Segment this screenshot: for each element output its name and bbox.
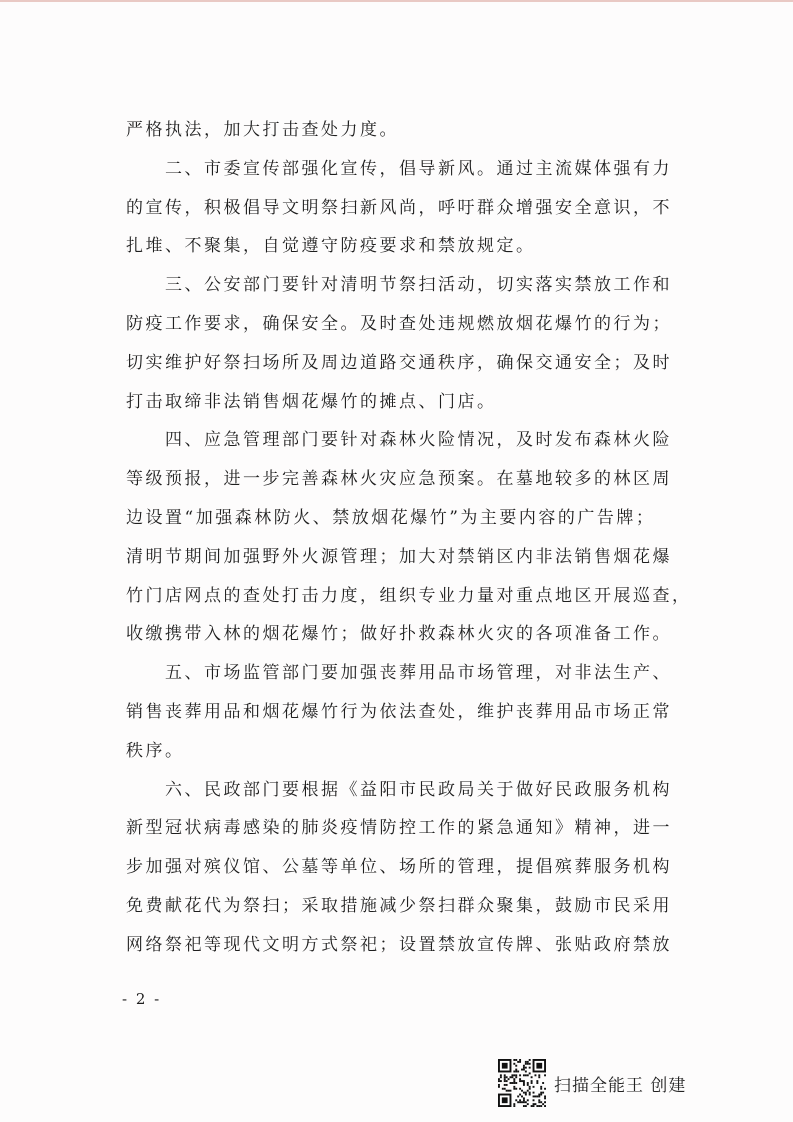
paragraph-line: 步加强对殡仪馆、公墓等单位、场所的管理，提倡殡葬服务机构 [126, 857, 672, 878]
paragraph-line: 四、应急管理部门要针对森林火险情况，及时发布森林火险 [165, 430, 672, 451]
paragraph-line: 等级预报，进一步完善森林火灾应急预案。在墓地较多的林区周 [126, 469, 672, 490]
paragraph-line: 五、市场监管部门要加强丧葬用品市场管理，对非法生产、 [165, 663, 672, 684]
paragraph-line: 竹门店网点的查处打击力度，组织专业力量对重点地区开展巡查， [126, 585, 692, 606]
paragraph-line: 清明节期间加强野外火源管理；加大对禁销区内非法销售烟花爆 [126, 546, 672, 567]
qr-code-icon [498, 1058, 546, 1108]
scanner-watermark [498, 1058, 686, 1108]
paragraph-line: 防疫工作要求，确保安全。及时查处违规燃放烟花爆竹的行为； [126, 313, 672, 334]
page-edge [0, 0, 793, 2]
paragraph-line: 收缴携带入林的烟花爆竹；做好扑救森林火灾的各项准备工作。 [126, 624, 672, 645]
paragraph-line: 新型冠状病毒感染的肺炎疫情防控工作的紧急通知》精神，进一 [126, 818, 672, 839]
paragraph-line: 切实维护好祭扫场所及周边道路交通秩序，确保交通安全；及时 [126, 352, 672, 373]
paragraph-line: 三、公安部门要针对清明节祭扫活动，切实落实禁放工作和 [165, 275, 672, 296]
document-body [126, 116, 692, 970]
paragraph-line: 销售丧葬用品和烟花爆竹行为依法查处，维护丧葬用品市场正常 [126, 701, 672, 722]
paragraph-line: 六、民政部门要根据《益阳市民政局关于做好民政服务机构 [165, 779, 672, 800]
paragraph-line: 二、市委宣传部强化宣传，倡导新风。通过主流媒体强有力 [165, 158, 672, 179]
paragraph-line: 扎堆、不聚集，自觉遵守防疫要求和禁放规定。 [126, 236, 536, 257]
page-number: - 2 - [122, 990, 162, 1008]
paragraph-line: 边设置“加强森林防火、禁放烟花爆竹”为主要内容的广告牌； [126, 507, 656, 528]
paragraph-line: 打击取缔非法销售烟花爆竹的摊点、门店。 [126, 391, 497, 412]
paragraph-line: 免费献花代为祭扫；采取措施减少祭扫群众聚集，鼓励市民采用 [126, 895, 672, 916]
paragraph-line: 秩序。 [126, 740, 185, 761]
paragraph-line: 严格执法，加大打击查处力度。 [126, 120, 399, 140]
paragraph-line: 的宣传，积极倡导文明祭扫新风尚，呼吁群众增强安全意识，不 [126, 197, 672, 218]
watermark-text: 扫描全能王 创建 [554, 1075, 687, 1096]
paragraph-line: 网络祭祀等现代文明方式祭祀；设置禁放宣传牌、张贴政府禁放 [126, 934, 672, 955]
